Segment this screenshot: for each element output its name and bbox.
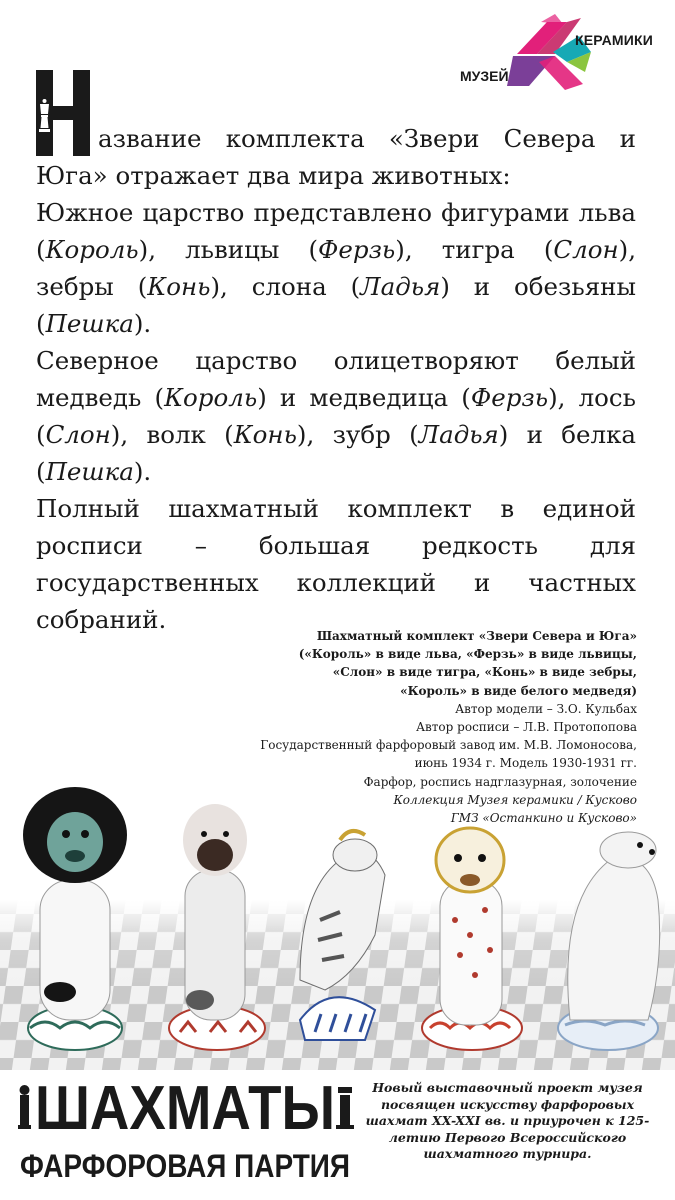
exhibition-title xyxy=(18,1074,358,1187)
logo-word-ceramics: КЕРАМИКИ xyxy=(575,32,654,48)
caption-line: Коллекция Музея керамики / Кусково xyxy=(393,792,637,807)
caption-line: «Король» в виде белого медведя) xyxy=(400,683,637,698)
exhibition-description: Новый выставочный проект музея посвящен искусству фарфоровых шахмат XX-XXI вв. и приурочен к 125-летию Первого Всероссийского шахматного турнира. xyxy=(365,1080,650,1161)
zebra-figure xyxy=(300,831,385,1040)
caption-line: ГМЗ «Останкино и Кусково» xyxy=(450,811,637,826)
caption-line: июнь 1934 г. Модель 1930-1931 гг. xyxy=(414,756,637,771)
polar-bear-figure xyxy=(558,832,660,1050)
paragraph-rarity: Полный шахматный комплект в единой росписи – большая редкость для государственных коллекций и частных собраний. xyxy=(36,494,636,634)
caption-line: Шахматный комплект «Звери Севера и Юга» xyxy=(316,629,637,643)
caption-line: Фарфор, роспись надглазурная, золочение xyxy=(363,774,637,789)
main-article-text xyxy=(36,120,636,638)
exhibition-title-main: ШАХМАТЫ xyxy=(35,1074,335,1143)
caption-line: («Король» в виде льва, «Ферзь» в виде львицы, xyxy=(298,647,637,662)
caption-line: Автор модели – З.О. Кульбах xyxy=(455,701,637,716)
exhibition-title-subtitle: ФАРФОРОВАЯ ПАРТИЯ xyxy=(20,1148,350,1184)
caption-line: «Слон» в виде тигра, «Конь» в виде зебры, xyxy=(332,665,637,680)
caption-line: Государственный фарфоровый завод им. М.В. Ломоносова, xyxy=(260,738,637,753)
paragraph-south: Южное царство представлено фигурами льва (Король), львицы (Ферзь), тигра (Слон), зебры (Конь), слона (Ладья) и обезьяны (Пешка). xyxy=(36,198,636,338)
caption-line: Автор росписи – Л.В. Протопопова xyxy=(415,720,637,735)
chess-figures-photo xyxy=(0,770,675,1070)
logo-word-museum: МУЗЕЙ xyxy=(460,68,509,84)
paragraph-north: Северное царство олицетворяют белый медведь (Король) и медведица (Ферзь), лось (Слон), волк (Конь), зубр (Ладья) и белка (Пешка). xyxy=(36,346,636,486)
museum-logo xyxy=(455,12,665,92)
paragraph-intro: азвание комплекта «Звери Севера и Юга» отражает два мира животных: xyxy=(36,124,636,190)
